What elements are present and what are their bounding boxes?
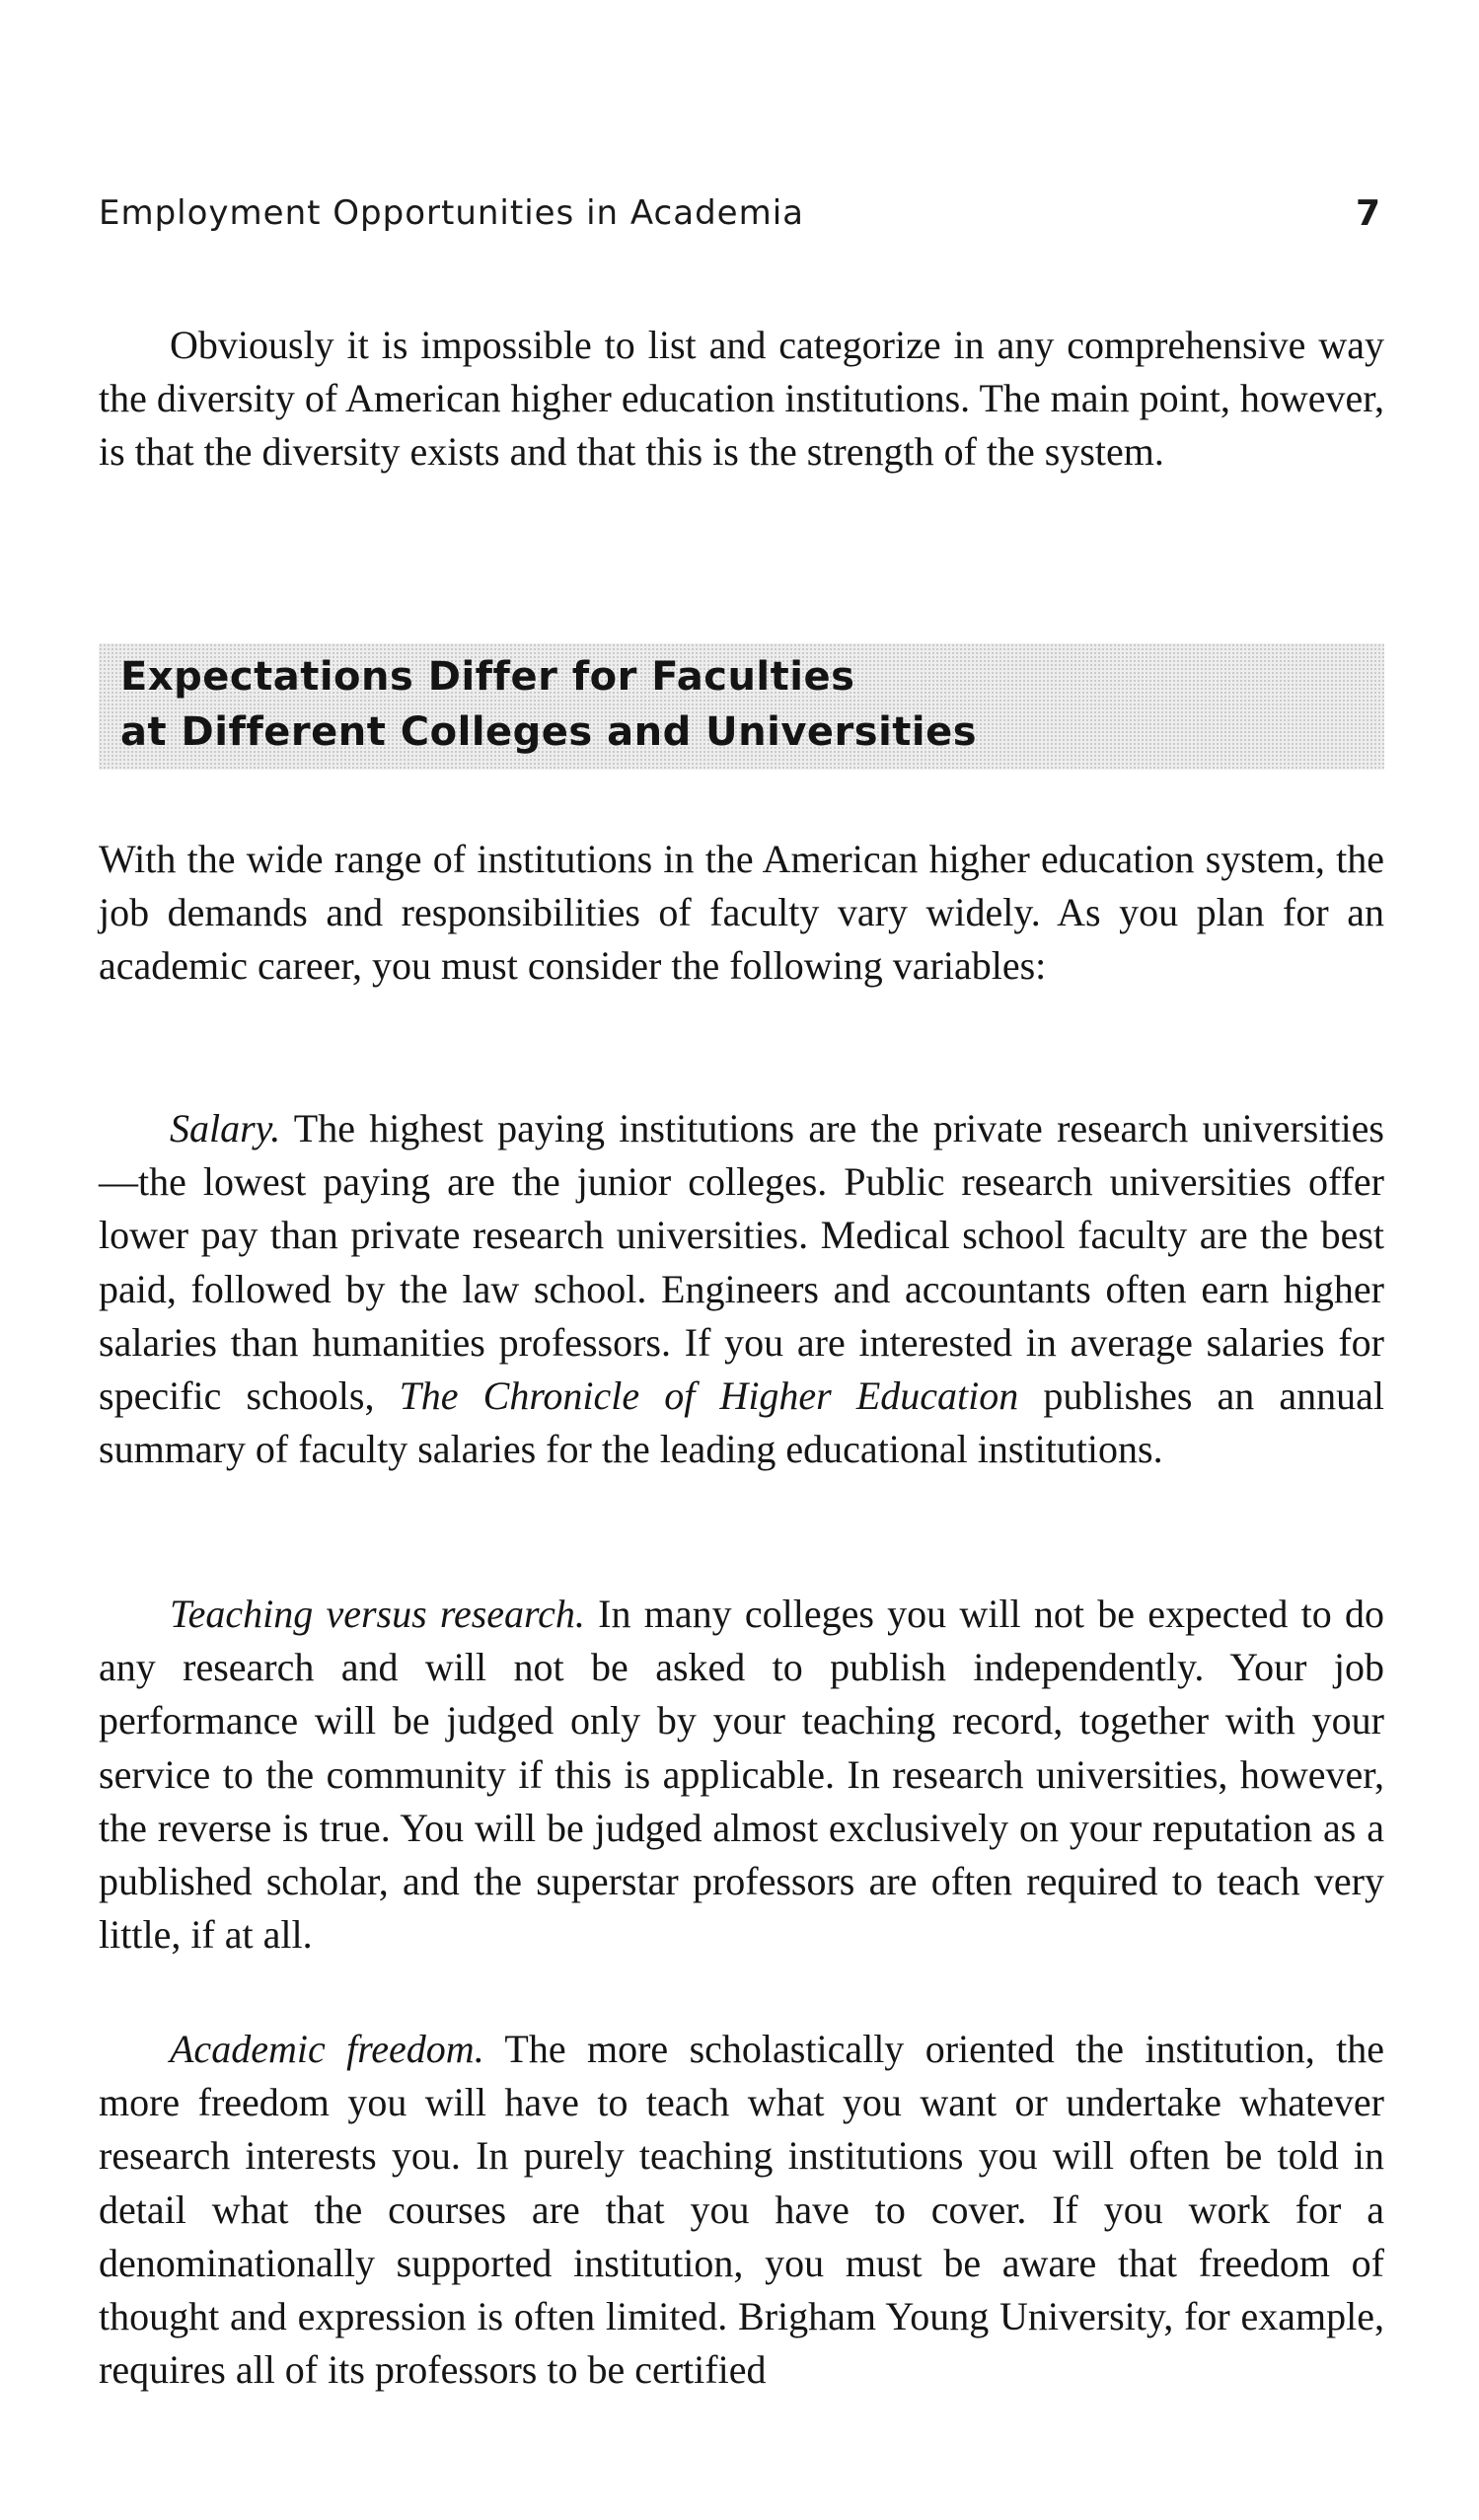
teaching-paragraph <box>99 1588 1384 1962</box>
page-number: 7 <box>1355 193 1381 234</box>
freedom-paragraph <box>99 2023 1384 2397</box>
freedom-text: The more scholastically oriented the institution, the more freedom you will have to teach what you want or undertake whatever research interests you. In purely teaching institutions you will often be told in detail what the courses are that you have to cover. If you work for a denominationally supported institution, you must be aware that freedom of thought and expression is often limited. Brigham Young University, for example, requires all of its professors to be certified <box>99 2027 1384 2393</box>
running-head <box>99 193 1381 243</box>
salary-term: Salary. <box>170 1106 281 1150</box>
section-heading <box>120 649 977 760</box>
teaching-text: In many colleges you will not be expected to do any research and will not be asked to publish independently. Your job performance will be judged only by your teaching record, together with your service to the community if this is applicable. In research universities, however, the reverse is true. You will be judged almost exclusively on your reputation as a published scholar, and the superstar professors are often required to teach very little, if at all. <box>99 1592 1384 1958</box>
salary-text-a: The highest paying institutions are the private research universities—the lowest paying are the junior colleges. Public research universities offer lower pay than private research universities. Medical school faculty are the best paid, followed by the law school. Engineers and accountants often earn higher salaries than humanities professors. If you are interested in average salaries for specific schools, <box>99 1106 1384 1419</box>
intro-block <box>99 319 1384 480</box>
lead-block <box>99 833 1384 994</box>
section-heading-line-1: Expectations Differ for Faculties <box>120 654 855 700</box>
salary-paragraph <box>99 1102 1384 1476</box>
section-heading-box <box>99 643 1384 770</box>
salary-block <box>99 1102 1384 1476</box>
chronicle-title: The Chronicle of Higher Education <box>399 1373 1019 1419</box>
lead-paragraph: With the wide range of institutions in the American higher education system, the job demands and responsibilities of faculty vary widely. As you plan for an academic career, you must consider the following variables: <box>99 837 1384 989</box>
freedom-block <box>99 2023 1384 2397</box>
salary-text-b: publishes an annual summary of faculty salaries for the leading educational institutions. <box>99 1373 1385 1472</box>
freedom-term: Academic freedom. <box>170 2027 484 2071</box>
teaching-block <box>99 1588 1384 1962</box>
section-heading-line-2: at Different Colleges and Universities <box>120 709 978 755</box>
intro-paragraph: Obviously it is impossible to list and categorize in any comprehensive way the diversity of American higher education institutions. The main point, however, is that the diversity exists and that this is the strength of the system. <box>99 323 1384 475</box>
teaching-term: Teaching versus research. <box>170 1592 585 1636</box>
running-head-title: Employment Opportunities in Academia <box>99 193 804 233</box>
